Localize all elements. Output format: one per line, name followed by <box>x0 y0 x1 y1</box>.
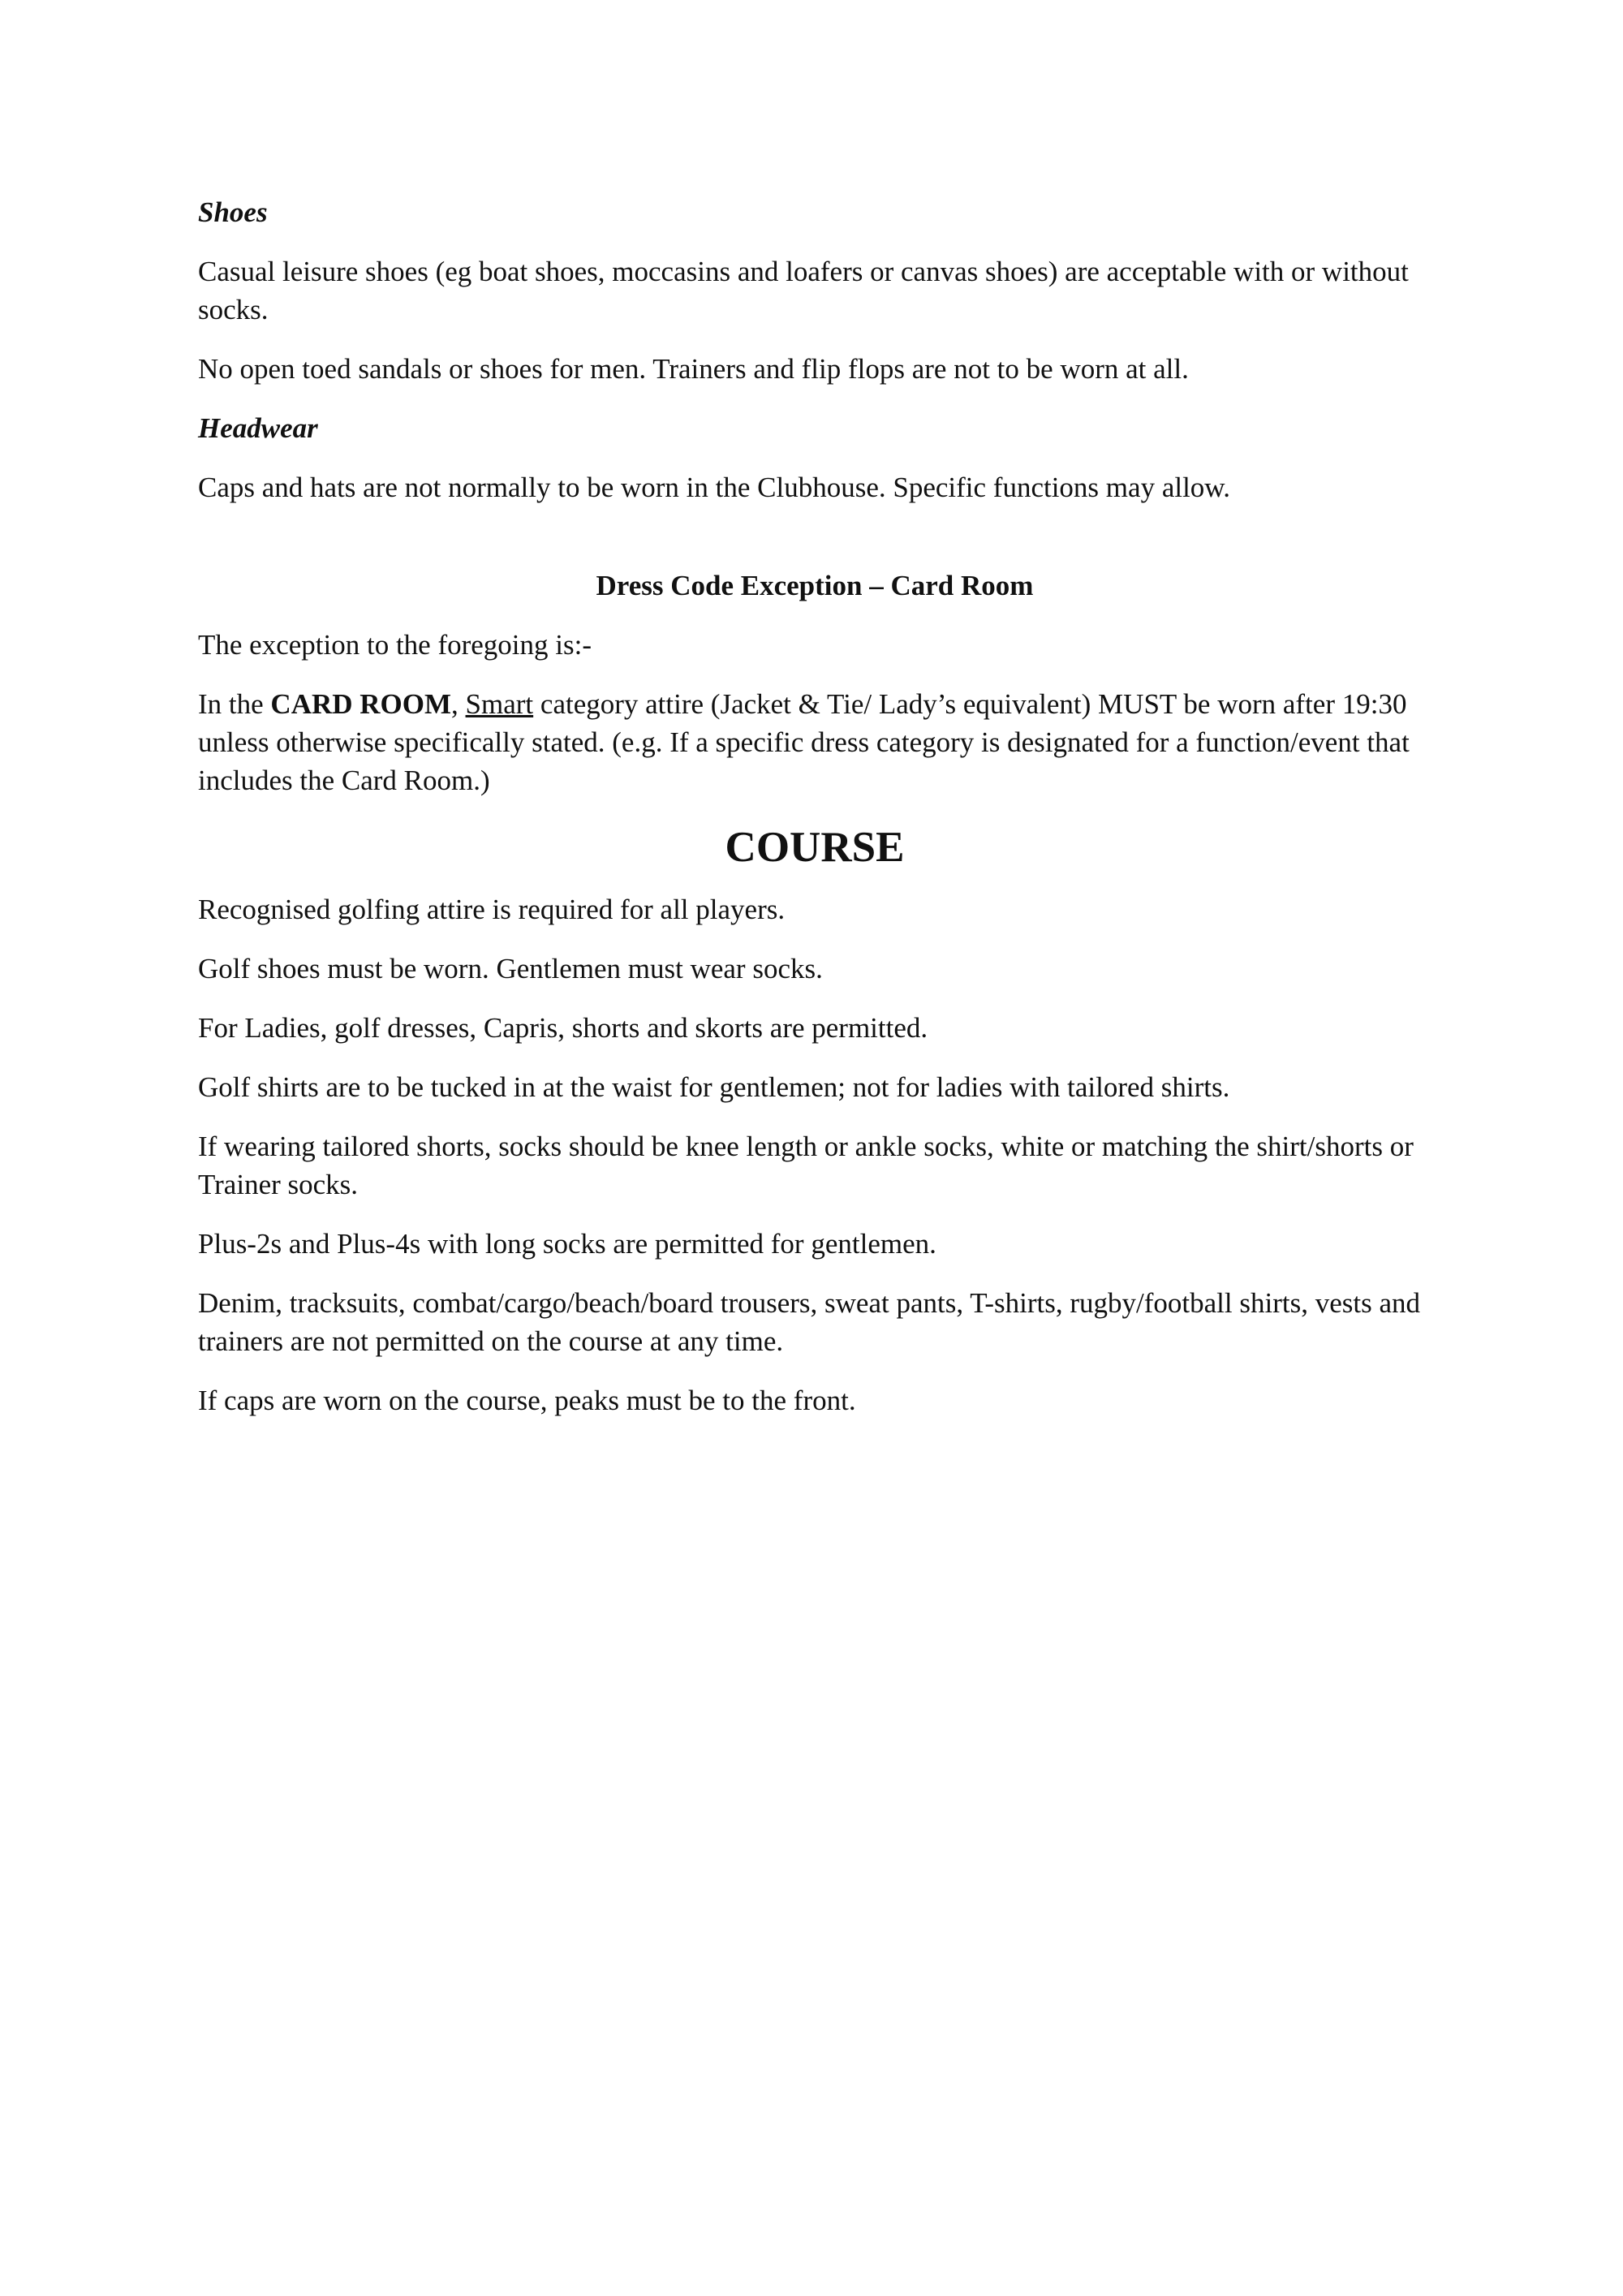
exception-heading: Dress Code Exception – Card Room <box>596 570 1034 601</box>
shoes-paragraph-2: No open toed sandals or shoes for men. Trainers and flip flops are not to be worn at all. <box>198 353 1189 385</box>
course-paragraph-1: Recognised golfing attire is required for all players. <box>198 894 786 925</box>
card-room-prefix: In the <box>198 688 271 720</box>
card-room-paragraph <box>198 685 1431 799</box>
course-title: COURSE <box>725 824 905 871</box>
document-body <box>198 193 1431 1441</box>
exception-intro: The exception to the foregoing is:- <box>198 629 592 661</box>
shoes-paragraph-1: Casual leisure shoes (eg boat shoes, moccasins and loafers or canvas shoes) are acceptable with or without socks. <box>198 256 1409 325</box>
course-paragraph-8: If caps are worn on the course, peaks must be to the front. <box>198 1385 856 1416</box>
course-paragraph-3: For Ladies, golf dresses, Capris, shorts and skorts are permitted. <box>198 1012 928 1044</box>
course-paragraph-5: If wearing tailored shorts, socks should be knee length or ankle socks, white or matching the shirt/shorts or Trainer socks. <box>198 1131 1414 1200</box>
course-paragraph-7: Denim, tracksuits, combat/cargo/beach/board trousers, sweat pants, T-shirts, rugby/football shirts, vests and trainers are not permitted on the course at any time. <box>198 1287 1421 1357</box>
course-paragraph-6: Plus-2s and Plus-4s with long socks are permitted for gentlemen. <box>198 1228 936 1260</box>
course-paragraph-4: Golf shirts are to be tucked in at the waist for gentlemen; not for ladies with tailored shirts. <box>198 1071 1230 1103</box>
card-room-rest: category attire (Jacket & Tie/ Lady’s equivalent) MUST be worn after 19:30 unless otherwise specifically stated. (e.g. If a specific dress category is designated for a function/event that includes the Card Room.) <box>198 688 1410 796</box>
course-paragraph-2: Golf shoes must be worn. Gentlemen must wear socks. <box>198 953 823 984</box>
shoes-heading: Shoes <box>198 196 268 228</box>
headwear-heading: Headwear <box>198 412 318 444</box>
card-room-comma: , <box>451 688 466 720</box>
headwear-paragraph-1: Caps and hats are not normally to be worn in the Clubhouse. Specific functions may allow. <box>198 472 1231 503</box>
card-room-term: CARD ROOM <box>270 688 452 720</box>
smart-term: Smart <box>465 688 534 720</box>
